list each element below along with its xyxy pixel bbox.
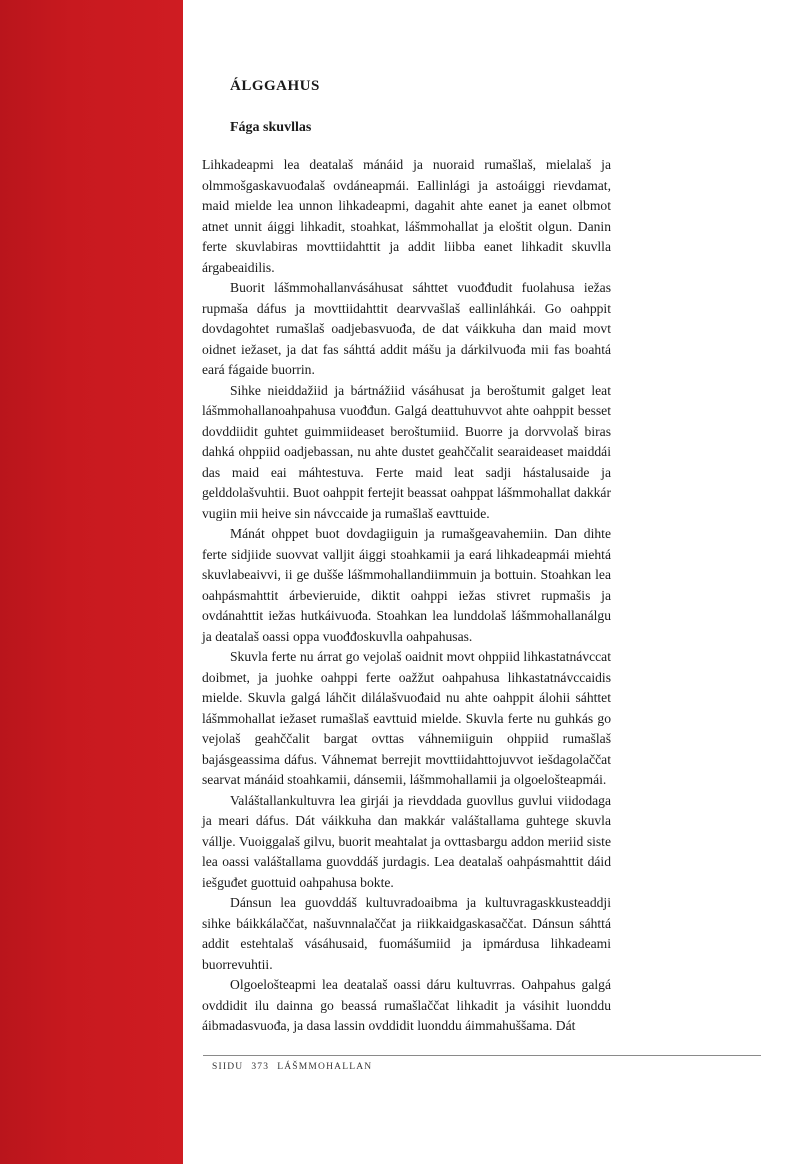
paragraph: Skuvla ferte nu árrat go vejolaš oaidnit movt ohppiid lihkastatnávccat doibmet, ja juohke oahppi ferte oažžut oahpahusa lihkastatnávccaidis mielde. Skuvla galgá láhčit dilálašvuođaid nu ahte oahppit álohii sáhttet lášmmohallat iežaset rumašlaš eavttuid mielde. Skuvla ferte nu guhkás go vejolaš geahččalit bargat ovttas váhnemiiguin ohppiid rumašlaš bajásgeassima dáfus. Váhnemat berrejit movttiidahttojuvvot iešdagolaččat searvat mánáid stoahkamii, dánsemii, lášmmohallamii ja olgoeloštеapmái. <box>202 649 611 787</box>
body-text <box>202 155 611 1037</box>
page-footer <box>212 1062 380 1072</box>
paragraph: Valáštallankultuvra lea girjái ja rievddada guovllus guvlui viidodaga ja meari dáfus. Dát váikkuha dan makkár valáštallama guhtege skuvla vállje. Vuoiggalaš gilvu, buorit meahtalat ja ovttasbargu addon meriid siste lea oassi valáštallama guovddáš jurdagis. Lea deatalaš oahpásmahttit dáid iešguđet guottuid oahpahusa bokte. <box>202 792 611 890</box>
page-heading: ÁLGGAHUS <box>230 78 320 94</box>
footer-page-number: 373 <box>251 1062 270 1072</box>
footer-section-name: LÁŠMMOHALLAN <box>277 1062 373 1072</box>
paragraph: Dánsun lea guovddáš kultuvradoaibma ja kultuvragaskkusteaddji sihke báikkálaččat, našuvnnalaččat ja riikkaidgaskasaččat. Dánsun sáhttá addit estehtalaš vásáhusaid, fuomášumiid ja ipmárdusa lihkadeami buorrevuhtii. <box>202 895 611 972</box>
paragraph: Olgoeloštеapmi lea deatalaš oassi dáru kultuvrras. Oahpahus galgá ovddidit ilu dainna go beassá rumašlaččat lihkadit ja vásihit luonddu áibmadasvuođa, ja dasa lassin ovddidit luonddu áimmahuššama. Dát <box>202 977 611 1033</box>
red-side-band <box>0 0 183 1164</box>
footer-rule <box>203 1055 761 1056</box>
footer-page-label: SIIDU <box>212 1062 244 1072</box>
section-subheading: Fága skuvllas <box>230 120 312 135</box>
paragraph: Lihkadeapmi lea deatalaš mánáid ja nuoraid rumašlaš, mielalaš ja olmmošgaskavuođalaš ovdáneapmái. Eallinlági ja astoáiggi rievdamat, maid mielde lea unnon lihkadeapmi, dagahit ahte eanet ja eanet olbmot atnet unnit áiggi lihkadit, stoahkat, lášmmohallat ja eloštit olgun. Danin ferte skuvlabiras movttiidahttit ja addit liibba eanet lihkadit skuvlla árgabeaidilis. <box>202 157 611 275</box>
paragraph: Mánát ohppet buot dovdagiiguin ja rumašgeavahemiin. Dan dihte ferte sidjiide suovvat valljit áiggi stoahkamii ja eará lihkadeapmái miehtá skuvlabeaivvi, ii ge dušše lášmmohallandiimmuin ja bottuin. Stoahkan lea oahpásmahttit árbevieruide, diktit oahppi iežas stivret rupmašis ja ovdánahttit iežas hutkáivuođa. Stoahkan lea lunddolaš lášmmohallanálgu ja deatalaš oassi oppa vuođđoskuvlla oahpahusas. <box>202 526 611 644</box>
paragraph: Buorit lášmmohallanvásáhusat sáhttet vuođđudit fuolahusa iežas rupmaša dáfus ja movttiidahttit dearvvašlaš eallinláhkái. Go oahppit dovdagohtet rumašlaš oadjebasvuođa, de dat váikkuha dan maid movt oidnet iežaset, ja dat fas sáhttá addit mášu ja dárkilvuođa mii fas boahtá eará fágaide buorrin. <box>202 280 611 377</box>
paragraph: Sihke nieiddažiid ja bártnážiid vásáhusat ja beroštumit galget leat lášmmohallanoahpahusa vuođđun. Galgá deattuhuvvot ahte oahppit besset dovddiidit guhtet guimmiideaset beroštumiid. Buorre ja dorvvolaš biras dahká ohppiid oadjebassan, nu ahte dustet geahččalit searaideaset maiddái das maid eai máhtestuva. Ferte maid leat sadji hástalusaide ja gelddolašvuhtii. Buot oahppit fertejit beassat oahppat lášmmohallat dakkár vugiin mii heive sin návccaide ja rumašlaš eavttuide. <box>202 382 611 521</box>
